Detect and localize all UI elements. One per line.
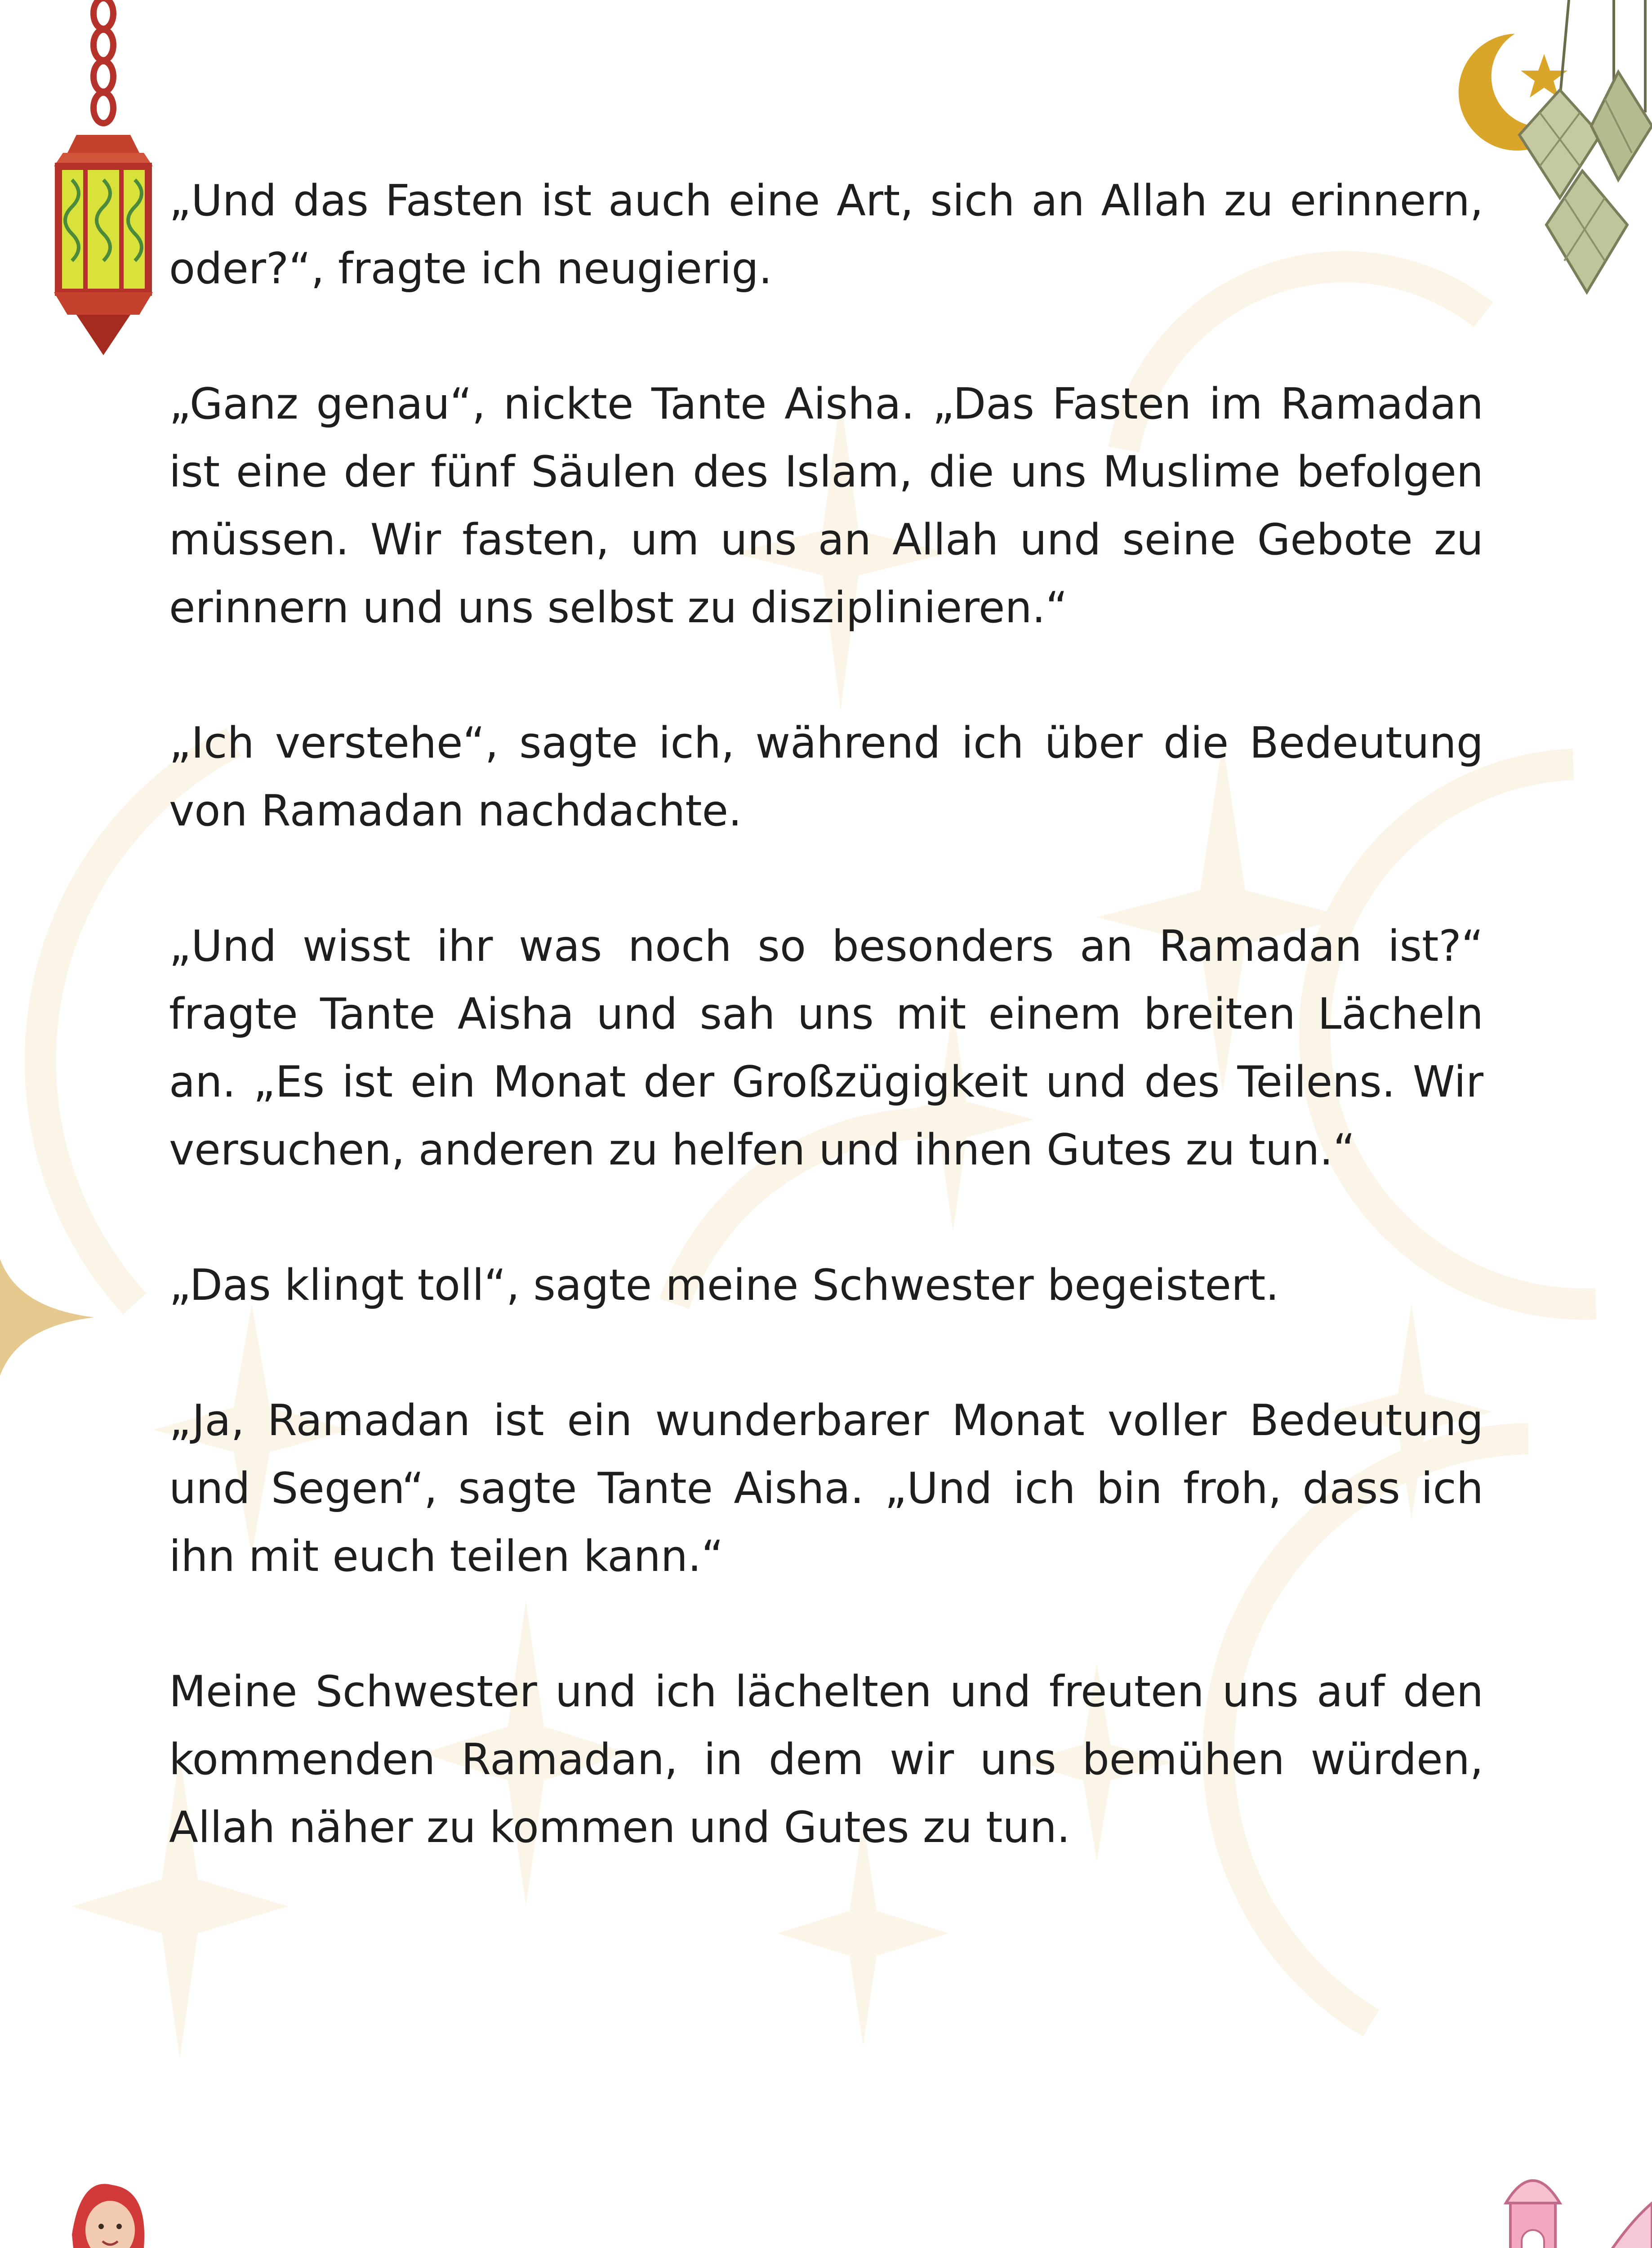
paragraph: Meine Schwester und ich lächelten und freuten uns auf den kommenden Ramadan, in dem wir uns bemühen würden, Allah näher zu kommen und Gutes zu tun. [169,1667,1483,1852]
mosque-illustration [1268,2158,1652,2248]
paragraph: „Und das Fasten ist auch eine Art, sich an Allah zu erinnern, oder?“, fragte ich neugierig. [169,176,1483,294]
star-burst-icon [0,1259,99,1376]
story-text [169,167,1483,1929]
paragraph: „Und wisst ihr was noch so besonders an Ramadan ist?“ fragte Tante Aisha und sah uns mit einem breiten Lächeln an. „Es ist ein Monat der Großzügigkeit und des Teilens. Wir versuchen, anderen zu helfen und ihnen Gutes zu tun.“ [169,922,1483,1175]
lantern-icon [31,0,162,360]
ketupat-icon [1510,0,1652,315]
paragraph: „Ich verstehe“, sagte ich, während ich über die Bedeutung von Ramadan nachdachte. [169,718,1483,836]
paragraph: „Das klingt toll“, sagte meine Schwester begeistert. [169,1261,1279,1310]
paragraph: „Ja, Ramadan ist ein wunderbarer Monat voller Bedeutung und Segen“, sagte Tante Aisha. „Und ich bin froh, dass ich ihn mit euch teilen kann.“ [169,1396,1483,1581]
girl-illustration [54,2176,162,2248]
paragraph: „Ganz genau“, nickte Tante Aisha. „Das Fasten im Ramadan ist eine der fünf Säulen des Islam, die uns Muslime befolgen müssen. Wir fasten, um uns an Allah und seine Gebote zu erinnern und uns selbst zu disziplinieren.“ [169,379,1483,633]
